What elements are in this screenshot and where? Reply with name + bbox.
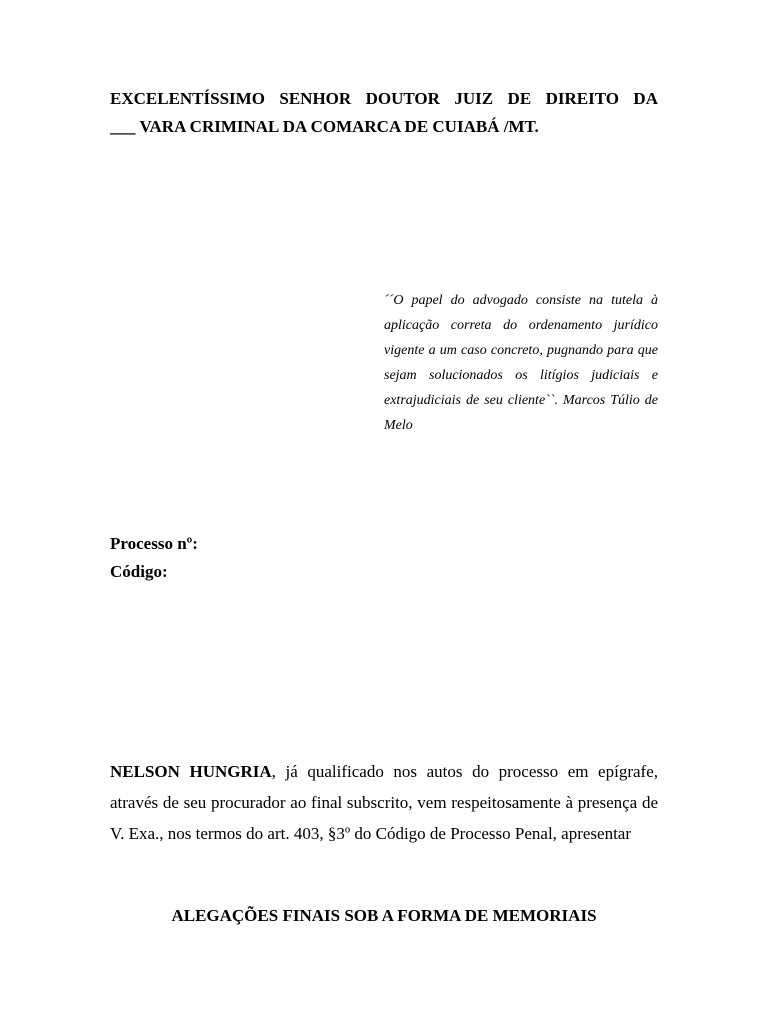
party-name: NELSON HUNGRIA [110, 762, 272, 781]
introductory-paragraph [110, 756, 658, 849]
epigraph-quote: ´´O papel do advogado consiste na tutela à aplicação correta do ordenamento jurídico vigente a um caso concreto, pugnando para que sejam solucionados os litígios judiciais e extrajudiciais de seu cliente``. Marcos Túlio de Melo [384, 293, 658, 433]
document-title: ALEGAÇÕES FINAIS SOB A FORMA DE MEMORIAIS [171, 906, 597, 925]
heading-line-2: ___ VARA CRIMINAL DA COMARCA DE CUIABÁ /MT. [110, 117, 539, 136]
introductory-text: , já qualificado nos autos do processo em epígrafe, através de seu procurador ao final subscrito, vem respeitosamente à presença de V. Exa., nos termos do art. 403, §3º do Código de Processo Penal, apresentar [110, 762, 658, 843]
code-label: Código: [110, 562, 168, 581]
process-number-label: Processo nº: [110, 534, 198, 553]
case-info [110, 530, 198, 586]
court-address-heading [110, 85, 658, 141]
heading-line-1: EXCELENTÍSSIMO SENHOR DOUTOR JUIZ DE DIREITO DA [110, 89, 658, 108]
